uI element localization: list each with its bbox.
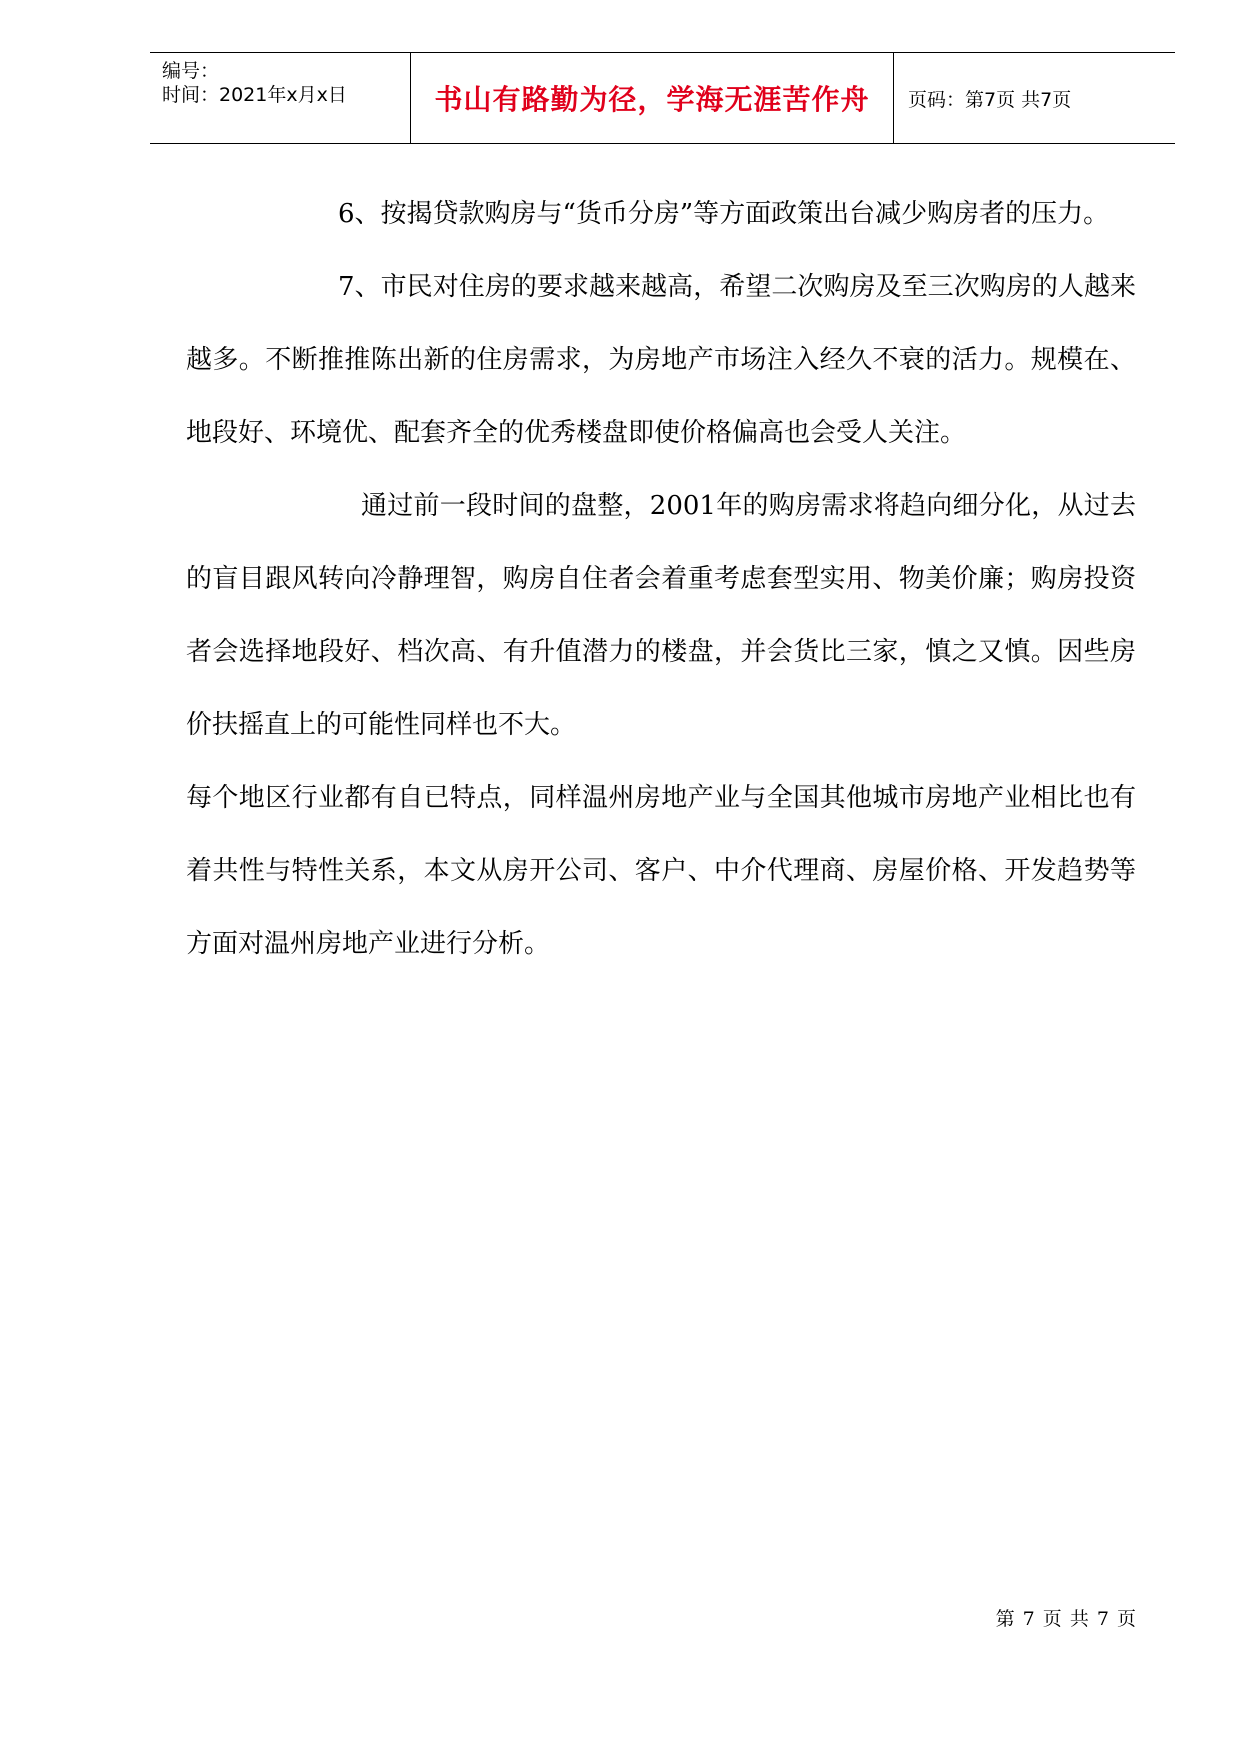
paragraph-summary: 通过前一段时间的盘整，2001年的购房需求将趋向细分化，从过去的盲目跟风转向冷静理智，购房自住者会着重考虑套型实用、物美价廉；购房投资者会选择地段好、档次高、有升值潜力的楼盘，并会货比三家，慎之又慎。因些房价扶摇直上的可能性同样也不大。 <box>186 491 1136 740</box>
header-motto-cell <box>410 53 894 143</box>
header-page-info: 页码：第7页 共7页 <box>908 88 1072 111</box>
document-body <box>186 178 1136 981</box>
paragraph-item-6: 6、按揭贷款购房与“货币分房”等方面政策出台减少购房者的压力。 <box>338 199 1110 229</box>
header-page-info-cell <box>894 53 1175 143</box>
header-motto: 书山有路勤为径，学海无涯苦作舟 <box>434 83 870 116</box>
header-number-label: 编号： <box>162 60 220 82</box>
paragraph-conclusion: 每个地区行业都有自已特点，同样温州房地产业与全国其他城市房地产业相比也有着共性与特性关系，本文从房开公司、客户、中介代理商、房屋价格、开发趋势等方面对温州房地产业进行分析。 <box>186 783 1136 959</box>
header-time-label: 时间：2021年x月x日 <box>162 84 347 106</box>
header-meta <box>150 53 410 143</box>
page-header <box>150 52 1175 144</box>
page-footer: 第 7 页 共 7 页 <box>995 1608 1137 1630</box>
paragraph-item-7: 7、市民对住房的要求越来越高，希望二次购房及至三次购房的人越来越多。不断推推陈出新的住房需求，为房地产市场注入经久不衰的活力。规模在、地段好、环境优、配套齐全的优秀楼盘即使价格偏高也会受人关注。 <box>186 272 1136 448</box>
